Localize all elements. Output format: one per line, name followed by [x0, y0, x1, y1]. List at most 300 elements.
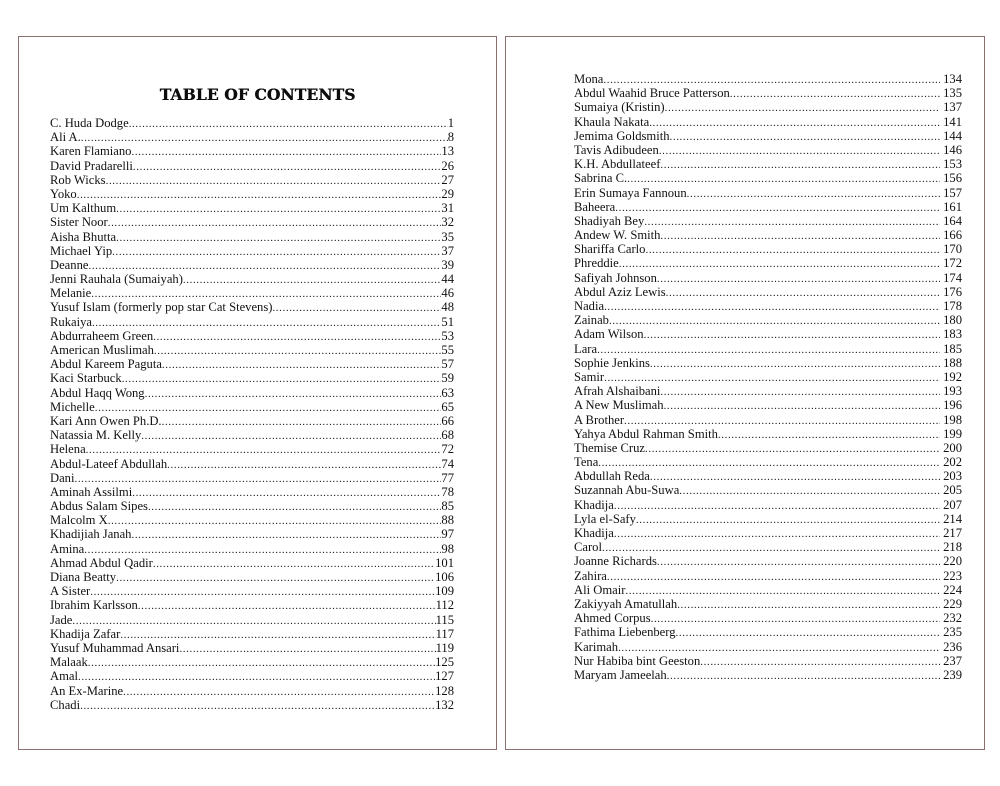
toc-entry-name: Jenni Rauhala (Sumaiyah): [50, 272, 183, 287]
dot-leader: [95, 401, 442, 414]
toc-entry[interactable]: [574, 214, 962, 228]
toc-entry-page-number: 166: [943, 228, 962, 243]
toc-entry-page-number: 141: [943, 114, 962, 129]
toc-entry-name: Joanne Richards: [574, 554, 657, 569]
toc-entry-name: Yahya Abdul Rahman Smith: [574, 426, 718, 441]
toc-entry[interactable]: [50, 655, 454, 669]
toc-entry-page-number: 39: [441, 257, 454, 272]
toc-entry-page-number: 237: [943, 653, 962, 668]
dot-leader: [72, 614, 435, 627]
toc-entry-name: Helena: [50, 442, 86, 457]
dot-leader: [92, 316, 441, 329]
toc-entry-page-number: 119: [435, 640, 454, 655]
toc-entry[interactable]: [50, 485, 454, 499]
toc-entry-name: Rob Wicks: [50, 172, 106, 187]
toc-entry[interactable]: [574, 171, 962, 185]
toc-entry-page-number: 153: [943, 157, 962, 172]
toc-entry-name: Chadi: [50, 697, 81, 712]
toc-entry-name: A New Muslimah: [574, 398, 664, 413]
toc-entry-page-number: 217: [943, 526, 962, 540]
toc-entry-page-number: 112: [435, 598, 454, 613]
dot-leader: [162, 415, 442, 428]
toc-entry-page-number: 1: [447, 116, 454, 130]
toc-entry[interactable]: [574, 413, 962, 427]
toc-entry-name: Malcolm X: [50, 513, 108, 528]
toc-entry[interactable]: [50, 414, 454, 428]
toc-entry[interactable]: [50, 230, 454, 244]
dot-leader: [108, 514, 442, 527]
toc-entry[interactable]: [50, 371, 454, 385]
toc-entry[interactable]: [574, 498, 962, 512]
toc-entry[interactable]: [50, 613, 454, 627]
toc-entry-name: Yusuf Islam (formerly pop star Cat Stevens): [50, 300, 273, 315]
toc-entry[interactable]: [50, 669, 454, 683]
dot-leader: [615, 201, 940, 214]
toc-entry[interactable]: [574, 157, 962, 171]
toc-entry[interactable]: [574, 427, 962, 441]
toc-entry-name: Michael Yip: [50, 243, 113, 258]
toc-entry[interactable]: [50, 116, 454, 130]
dot-leader: [700, 655, 940, 668]
toc-entry-name: Dani: [50, 470, 75, 485]
toc-entry[interactable]: [574, 512, 962, 526]
toc-entry-name: Jemima Goldsmith: [574, 128, 670, 143]
dot-leader: [80, 699, 435, 712]
toc-entry-name: Abdul-Lateef Abdullah: [50, 456, 168, 471]
toc-entry-page-number: 8: [447, 130, 454, 145]
dot-leader: [660, 385, 940, 398]
dot-leader: [645, 442, 940, 455]
toc-entry[interactable]: [50, 698, 454, 712]
dot-leader: [625, 584, 940, 597]
toc-entry[interactable]: [574, 313, 962, 327]
toc-entry[interactable]: [574, 86, 962, 100]
toc-entry-page-number: 27: [441, 172, 454, 187]
toc-entry-name: Tena: [574, 455, 599, 470]
toc-entry-page-number: 236: [943, 639, 962, 654]
toc-entry[interactable]: [574, 285, 962, 299]
toc-entry[interactable]: [50, 428, 454, 442]
toc-entry[interactable]: [574, 186, 962, 200]
toc-entry[interactable]: [574, 654, 962, 668]
toc-entry-name: Khaula Nakata: [574, 114, 650, 129]
toc-entry[interactable]: [574, 640, 962, 654]
dot-leader: [659, 144, 940, 157]
toc-entry-name: Khadija Zafar: [50, 626, 121, 641]
dot-leader: [88, 259, 441, 272]
dot-leader: [116, 231, 441, 244]
toc-entry-name: Andew W. Smith: [574, 228, 661, 243]
toc-entry-page-number: 144: [943, 128, 962, 143]
toc-entry[interactable]: [50, 386, 454, 400]
toc-entry-name: Nur Habiba bint Geeston: [574, 653, 701, 668]
toc-entry[interactable]: [574, 327, 962, 341]
dot-leader: [138, 599, 436, 612]
toc-entry[interactable]: [574, 271, 962, 285]
toc-entry[interactable]: [50, 144, 454, 158]
dot-leader: [636, 513, 940, 526]
toc-entry[interactable]: [574, 526, 962, 540]
toc-entry-name: Suzannah Abu-Suwa: [574, 483, 680, 498]
toc-entry-name: Kaci Starbuck: [50, 371, 122, 386]
toc-entry-page-number: 59: [441, 371, 454, 386]
dot-leader: [131, 528, 441, 541]
dot-leader: [649, 116, 940, 129]
dot-leader: [687, 187, 940, 200]
dot-leader: [88, 656, 435, 669]
toc-entry-page-number: 157: [943, 185, 962, 200]
dot-leader: [153, 330, 441, 343]
toc-entry-name: Kari Ann Owen Ph.D.: [50, 413, 162, 428]
toc-entry-name: Abdurraheem Green: [50, 328, 154, 343]
toc-entry-name: Sabrina C.: [574, 171, 628, 186]
toc-entry-page-number: 192: [943, 369, 962, 384]
toc-entry-page-number: 77: [441, 470, 454, 485]
toc-entry[interactable]: [574, 72, 962, 86]
toc-entry-page-number: 85: [441, 499, 454, 514]
toc-entry-page-number: 172: [943, 256, 962, 271]
toc-entry-name: Ibrahim Karlsson: [50, 598, 138, 613]
toc-entry-name: Deanne: [50, 257, 89, 272]
dot-leader: [106, 174, 442, 187]
toc-entry[interactable]: [574, 540, 962, 554]
toc-entry-page-number: 66: [441, 413, 454, 428]
toc-entry[interactable]: [50, 641, 454, 655]
dot-leader: [148, 500, 441, 513]
dot-leader: [77, 188, 442, 201]
toc-entry[interactable]: [50, 584, 454, 598]
toc-entry-page-number: 218: [943, 540, 962, 555]
toc-entry[interactable]: [574, 129, 962, 143]
toc-entry-page-number: 235: [943, 625, 962, 640]
dot-leader: [614, 499, 940, 512]
toc-entry-name: Sister Noor: [50, 215, 108, 230]
toc-entry-name: Yusuf Muhammad Ansari: [50, 640, 180, 655]
dot-leader: [619, 257, 940, 270]
toc-entry-page-number: 200: [943, 440, 962, 455]
toc-entry-name: Khadija: [574, 497, 614, 512]
toc-entry-name: Lara: [574, 341, 598, 356]
toc-entry-name: Mona: [574, 72, 604, 86]
dot-leader: [657, 272, 940, 285]
toc-entry[interactable]: [574, 143, 962, 157]
toc-entry-page-number: 57: [441, 357, 454, 372]
dot-leader: [730, 87, 940, 100]
dot-leader: [609, 314, 940, 327]
toc-entry-page-number: 63: [441, 385, 454, 400]
toc-entry[interactable]: [50, 570, 454, 584]
dot-leader: [120, 628, 435, 641]
dot-leader: [651, 612, 941, 625]
toc-entry[interactable]: [574, 441, 962, 455]
toc-entry-page-number: 220: [943, 554, 962, 569]
toc-entry[interactable]: [574, 668, 962, 682]
toc-entry-name: Aminah Assilmi: [50, 484, 133, 499]
toc-entry[interactable]: [50, 159, 454, 173]
toc-entry-name: Abdul Aziz Lewis: [574, 284, 666, 299]
toc-entry-page-number: 78: [441, 484, 454, 499]
toc-entry[interactable]: [574, 228, 962, 242]
dot-leader: [74, 472, 441, 485]
toc-entry[interactable]: [50, 513, 454, 527]
dot-leader: [116, 571, 435, 584]
dot-leader: [660, 158, 940, 171]
toc-entry-name: Karimah: [574, 639, 619, 654]
dot-leader: [644, 215, 940, 228]
toc-entry[interactable]: [50, 343, 454, 357]
toc-entry-page-number: 101: [435, 555, 454, 570]
toc-entry-name: Afrah Alshaibani: [574, 384, 661, 399]
toc-entry[interactable]: [50, 442, 454, 456]
toc-entry[interactable]: [574, 342, 962, 356]
toc-entry[interactable]: [50, 400, 454, 414]
toc-entry-name: Amina: [50, 541, 85, 556]
toc-entry-name: Carol: [574, 540, 602, 555]
toc-entry-page-number: 106: [435, 570, 454, 584]
dot-leader: [624, 414, 940, 427]
toc-entry[interactable]: [574, 100, 962, 114]
toc-list-right: [574, 72, 962, 682]
toc-entry-page-number: 32: [441, 215, 454, 230]
toc-entry[interactable]: [50, 556, 454, 570]
toc-entry-page-number: 161: [943, 199, 962, 214]
dot-leader: [666, 286, 940, 299]
toc-entry-name: David Pradarelli: [50, 158, 133, 173]
dot-leader: [604, 300, 940, 313]
toc-entry[interactable]: [574, 569, 962, 583]
toc-entry-name: Zahira: [574, 568, 607, 583]
dot-leader: [604, 371, 940, 384]
toc-entry-name: Diana Beatty: [50, 570, 117, 584]
toc-entry[interactable]: [574, 242, 962, 256]
toc-entry-name: Zakiyyah Amatullah: [574, 596, 678, 611]
toc-entry-page-number: 125: [435, 655, 454, 670]
toc-entry-name: Abdul Haqq Wong: [50, 385, 145, 400]
toc-entry[interactable]: [50, 286, 454, 300]
toc-entry-page-number: 128: [435, 683, 454, 698]
toc-entry-page-number: 68: [441, 428, 454, 443]
toc-entry-page-number: 74: [441, 456, 454, 471]
dot-leader: [650, 470, 940, 483]
toc-entry-name: Phreddie: [574, 256, 619, 271]
dot-leader: [614, 527, 940, 540]
toc-entry[interactable]: [50, 357, 454, 371]
toc-entry[interactable]: [50, 187, 454, 201]
dot-leader: [86, 443, 442, 456]
dot-leader: [179, 642, 435, 655]
toc-entry[interactable]: [50, 244, 454, 258]
toc-entry-page-number: 37: [441, 243, 454, 258]
toc-entry[interactable]: [574, 469, 962, 483]
toc-entry[interactable]: [50, 315, 454, 329]
dot-leader: [167, 458, 441, 471]
toc-entry[interactable]: [574, 370, 962, 384]
toc-entry-name: Khadija: [574, 526, 614, 540]
toc-entry-name: Abdullah Reda: [574, 469, 650, 484]
toc-entry-name: Melanie: [50, 286, 92, 301]
toc-entry-page-number: 51: [441, 314, 454, 329]
toc-entry[interactable]: [574, 256, 962, 270]
right-page: [505, 36, 985, 750]
toc-entry[interactable]: [50, 598, 454, 612]
toc-entry[interactable]: [50, 201, 454, 215]
dot-leader: [153, 557, 435, 570]
toc-entry[interactable]: [50, 527, 454, 541]
dot-leader: [133, 160, 442, 173]
toc-entry[interactable]: [50, 300, 454, 314]
toc-entry[interactable]: [574, 625, 962, 639]
dot-leader: [162, 358, 441, 371]
toc-entry-page-number: 185: [943, 341, 962, 356]
toc-entry-page-number: 207: [943, 497, 962, 512]
dot-leader: [670, 130, 941, 143]
toc-entry-page-number: 137: [943, 100, 962, 115]
dot-leader: [116, 202, 441, 215]
toc-entry[interactable]: [50, 542, 454, 556]
toc-entry[interactable]: [574, 483, 962, 497]
toc-entry-name: Natassia M. Kelly: [50, 428, 142, 443]
toc-entry[interactable]: [574, 554, 962, 568]
toc-entry[interactable]: [574, 299, 962, 313]
dot-leader: [679, 484, 940, 497]
toc-entry-page-number: 31: [441, 201, 454, 216]
toc-entry-page-number: 88: [441, 513, 454, 528]
dot-leader: [91, 287, 441, 300]
toc-entry-name: Baheera: [574, 199, 616, 214]
toc-entry[interactable]: [50, 258, 454, 272]
toc-entry[interactable]: [50, 627, 454, 641]
toc-entry-page-number: 229: [943, 596, 962, 611]
toc-entry-name: An Ex-Marine: [50, 683, 124, 698]
toc-entry-name: Nadia: [574, 299, 605, 313]
toc-entry-page-number: 180: [943, 313, 962, 328]
dot-leader: [108, 216, 442, 229]
toc-entry-page-number: 13: [441, 144, 454, 159]
toc-entry-page-number: 98: [441, 541, 454, 556]
toc-entry[interactable]: [574, 597, 962, 611]
toc-entry-name: Ahmed Corpus: [574, 611, 651, 626]
dot-leader: [141, 429, 441, 442]
toc-entry-page-number: 178: [943, 299, 962, 313]
dot-leader: [145, 387, 442, 400]
toc-entry-name: Maryam Jameelah: [574, 667, 667, 682]
toc-entry-page-number: 205: [943, 483, 962, 498]
dot-leader: [603, 73, 940, 86]
toc-entry-name: Erin Sumaya Fannoun: [574, 185, 687, 200]
toc-entry[interactable]: [574, 356, 962, 370]
toc-entry-name: Yoko: [50, 186, 77, 201]
dot-leader: [627, 172, 940, 185]
toc-entry-page-number: 188: [943, 355, 962, 370]
dot-leader: [665, 101, 941, 114]
dot-leader: [90, 585, 435, 598]
toc-entry[interactable]: [50, 471, 454, 485]
dot-leader: [657, 555, 940, 568]
toc-entry-page-number: 132: [435, 697, 454, 712]
toc-entry[interactable]: [50, 684, 454, 698]
dot-leader: [607, 570, 940, 583]
toc-entry[interactable]: [50, 130, 454, 144]
dot-leader: [602, 541, 940, 554]
toc-entry[interactable]: [574, 384, 962, 398]
toc-entry[interactable]: [574, 583, 962, 597]
toc-entry[interactable]: [574, 200, 962, 214]
toc-entry-name: Zainab: [574, 313, 609, 328]
toc-entry-name: Khadijiah Janah: [50, 527, 132, 542]
toc-entry-page-number: 156: [943, 171, 962, 186]
toc-entry-page-number: 203: [943, 469, 962, 484]
toc-entry-name: A Sister: [50, 584, 91, 599]
toc-entry[interactable]: [50, 457, 454, 471]
toc-entry-name: American Muslimah: [50, 343, 154, 357]
toc-entry[interactable]: [50, 272, 454, 286]
toc-entry-name: Malaak: [50, 655, 88, 670]
toc-entry-page-number: 46: [441, 286, 454, 301]
dot-leader: [272, 301, 441, 314]
dot-leader: [78, 670, 435, 683]
toc-entry-page-number: 117: [435, 626, 454, 641]
toc-entry-name: Themise Cruz: [574, 440, 645, 455]
dot-leader: [660, 229, 940, 242]
toc-entry-page-number: 72: [441, 442, 454, 457]
toc-entry-page-number: 239: [943, 667, 962, 682]
toc-entry-page-number: 214: [943, 511, 962, 526]
toc-entry-name: A Brother: [574, 412, 625, 427]
toc-entry-name: Adam Wilson: [574, 327, 644, 342]
toc-entry-page-number: 224: [943, 582, 962, 597]
toc-entry-name: Jade: [50, 612, 73, 627]
toc-entry-page-number: 164: [943, 213, 962, 228]
toc-entry[interactable]: [574, 455, 962, 469]
toc-entry-name: Fathima Liebenberg: [574, 625, 676, 640]
dot-leader: [618, 641, 940, 654]
toc-entry-page-number: 146: [943, 142, 962, 157]
toc-entry[interactable]: [574, 115, 962, 129]
toc-entry-name: Shariffa Carlo: [574, 242, 646, 257]
dot-leader: [123, 685, 435, 698]
toc-entry-page-number: 26: [441, 158, 454, 173]
toc-entry-name: Shadiyah Bey: [574, 213, 645, 228]
toc-entry[interactable]: [50, 329, 454, 343]
dot-leader: [154, 344, 442, 357]
toc-entry[interactable]: [50, 215, 454, 229]
toc-entry-page-number: 202: [943, 455, 962, 470]
toc-entry-name: Um Kalthum: [50, 201, 117, 216]
dot-leader: [112, 245, 441, 258]
toc-entry-page-number: 53: [441, 328, 454, 343]
dot-leader: [676, 626, 941, 639]
dot-leader: [667, 669, 940, 682]
dot-leader: [677, 598, 940, 611]
dot-leader: [664, 399, 941, 412]
toc-entry-name: Rukaiya: [50, 314, 92, 329]
toc-entry-name: Abdus Salam Sipes: [50, 499, 148, 514]
toc-entry-page-number: 55: [441, 343, 454, 357]
toc-entry-name: Amal: [50, 669, 78, 684]
dot-leader: [122, 372, 442, 385]
toc-entry-name: Michelle: [50, 399, 95, 414]
dot-leader: [84, 543, 441, 556]
toc-entry-name: Sumaiya (Kristin): [574, 100, 665, 115]
toc-entry[interactable]: [574, 398, 962, 412]
toc-entry[interactable]: [50, 499, 454, 513]
toc-entry[interactable]: [574, 611, 962, 625]
toc-entry-name: Samir: [574, 369, 605, 384]
dot-leader: [598, 456, 940, 469]
dot-leader: [718, 428, 940, 441]
toc-entry-page-number: 196: [943, 398, 962, 413]
toc-entry[interactable]: [50, 173, 454, 187]
